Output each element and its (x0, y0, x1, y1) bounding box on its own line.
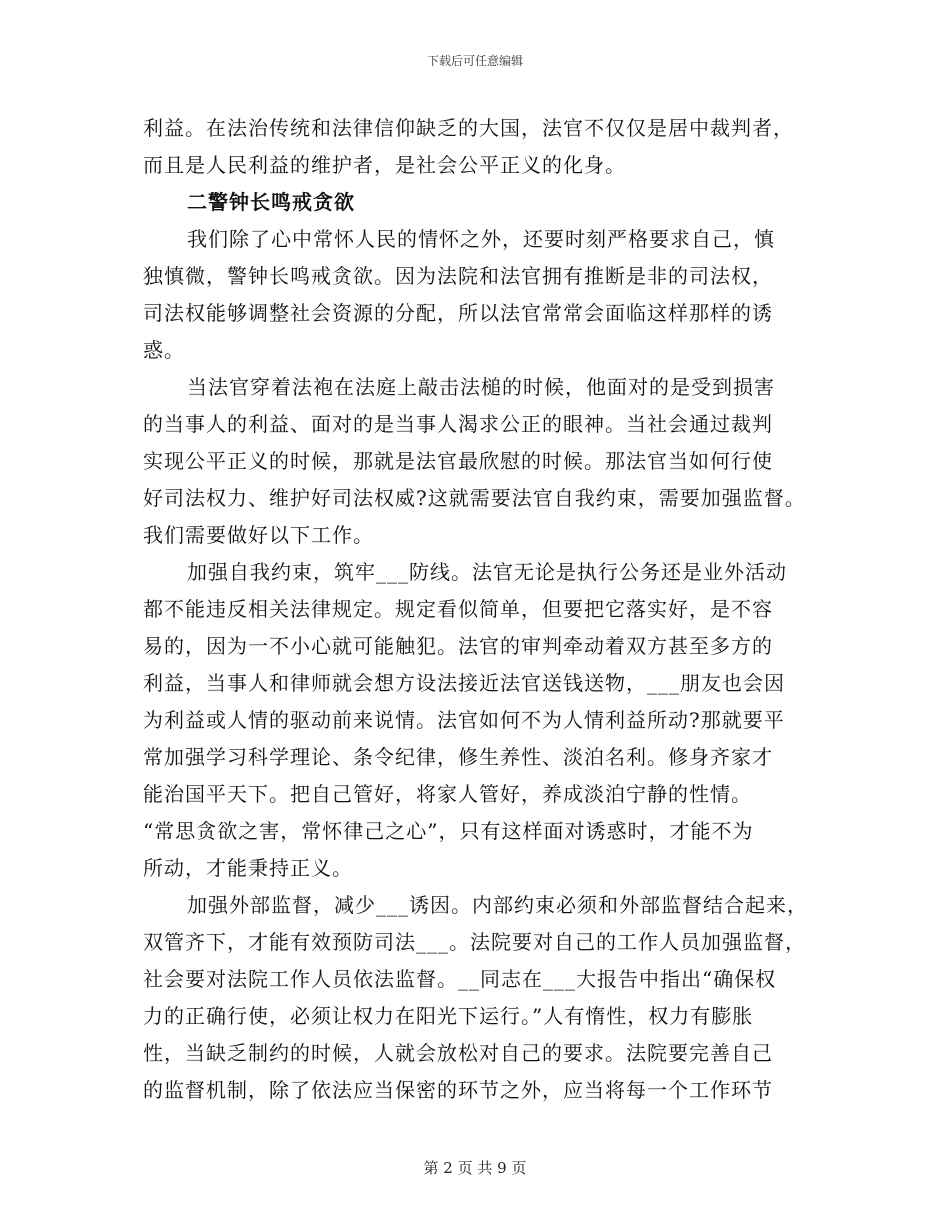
text-line: 惑。 (143, 338, 185, 362)
section-heading: 二警钟长鸣戒贪欲 (187, 190, 355, 214)
text-line: 而且是人民利益的维护者，是社会公平正义的化身。 (143, 153, 626, 177)
text-line: 性，当缺乏制约的时候，人就会放松对自己的要求。法院要完善自己 (143, 1041, 773, 1065)
text-line: 能治国平天下。把自己管好，将家人管好，养成淡泊宁静的性情。 (143, 782, 752, 806)
text-line: 为利益或人情的驱动前来说情。法官如何不为人情利益所动?那就要平 (143, 708, 785, 732)
text-line: 双管齐下，才能有效预防司法___。法院要对自己的工作人员加强监督， (143, 930, 806, 954)
text-line: 实现公平正义的时候，那就是法官最欣慰的时候。那法官当如何行使 (143, 449, 773, 473)
text-line: 司法权能够调整社会资源的分配，所以法官常常会面临这样那样的诱 (143, 301, 773, 325)
text-line: 独慎微，警钟长鸣戒贪欲。因为法院和法官拥有推断是非的司法权， (143, 264, 773, 288)
text-line: “常思贪欲之害，常怀律己之心”，只有这样面对诱惑时，才能不为 (143, 819, 754, 843)
text-line: 好司法权力、维护好司法权威?这就需要法官自我约束，需要加强监督。 (143, 486, 806, 510)
page-number: 第 2 页 共 9 页 (423, 1159, 527, 1177)
text-line: 常加强学习科学理论、条令纪律，修生养性、淡泊名利。修身齐家才 (143, 745, 773, 769)
text-line: 力的正确行使，必须让权力在阳光下运行。”人有惰性，权力有膨胀 (143, 1004, 754, 1028)
text-line: 所动，才能秉持正义。 (143, 856, 353, 880)
page-header: 下载后可任意编辑 (426, 54, 523, 68)
text-line: 利益，当事人和律师就会想方设法接近法官送钱送物，___朋友也会因 (143, 671, 785, 695)
text-line: 利益。在法治传统和法律信仰缺乏的大国，法官不仅仅是居中裁判者， (143, 116, 794, 140)
text-line: 我们需要做好以下工作。 (143, 523, 374, 547)
text-line: 加强外部监督，减少___诱因。内部约束必须和外部监督结合起来， (187, 893, 808, 917)
text-line: 社会要对法院工作人员依法监督。__同志在___大报告中指出“确保权 (143, 967, 777, 991)
text-line: 都不能违反相关法律规定。规定看似简单，但要把它落实好，是不容 (143, 597, 773, 621)
document-body (143, 110, 833, 1109)
text-line: 我们除了心中常怀人民的情怀之外，还要时刻严格要求自己，慎 (187, 227, 775, 251)
text-line: 的当事人的利益、面对的是当事人渴求公正的眼神。当社会通过裁判 (143, 412, 773, 436)
text-line: 加强自我约束，筑牢___防线。法官无论是执行公务还是业外活动 (187, 560, 787, 584)
text-line: 当法官穿着法袍在法庭上敲击法槌的时候，他面对的是受到损害 (187, 375, 775, 399)
text-line: 易的，因为一不小心就可能触犯。法官的审判牵动着双方甚至多方的 (143, 634, 773, 658)
text-line: 的监督机制，除了依法应当保密的环节之外，应当将每一个工作环节 (143, 1078, 773, 1102)
